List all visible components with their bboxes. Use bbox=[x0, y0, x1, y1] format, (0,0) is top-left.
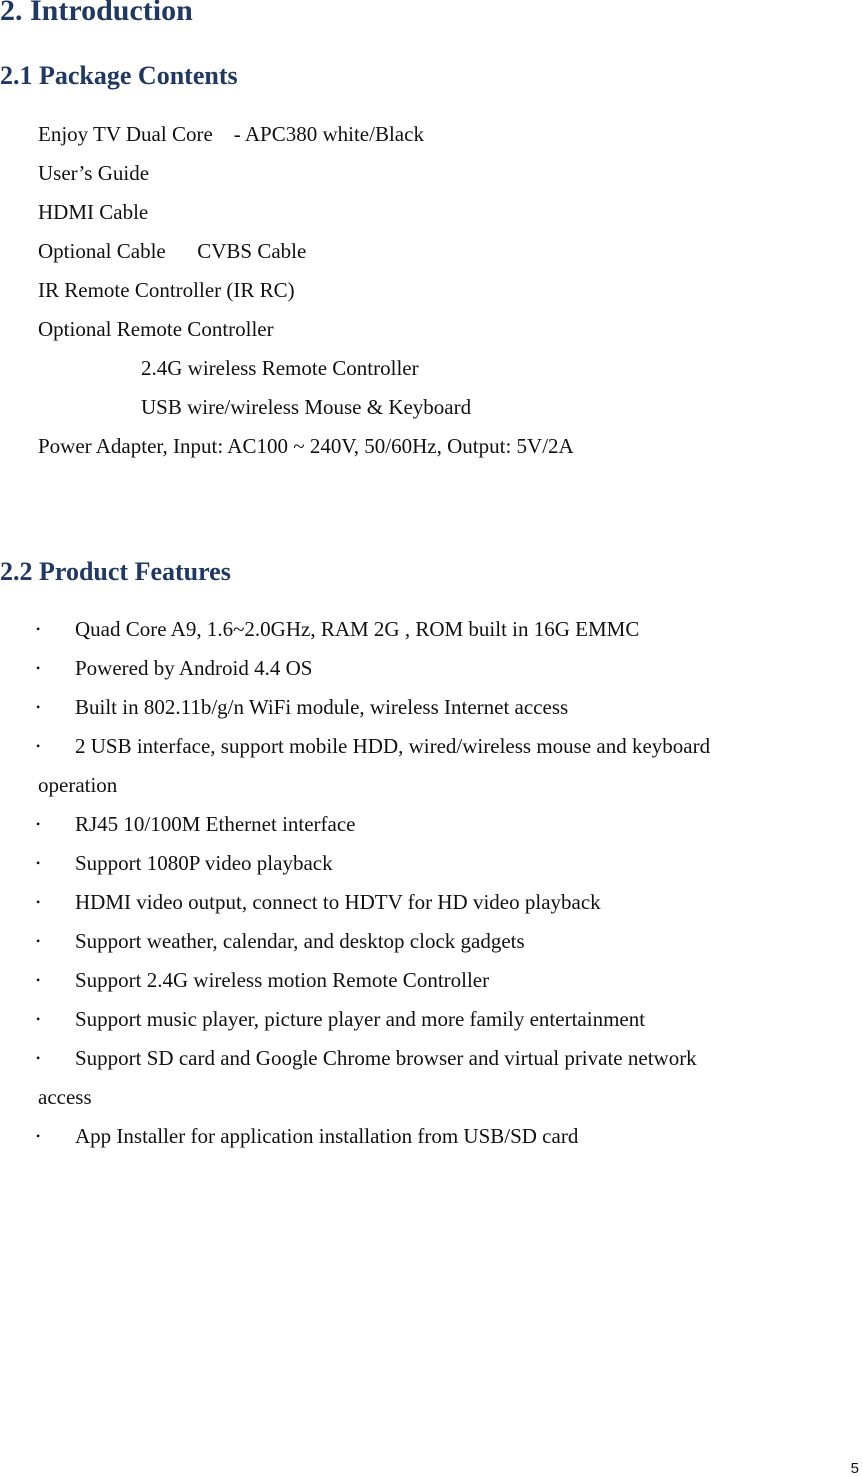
bullet-icon: • bbox=[36, 739, 41, 753]
feature-item: Support 1080P video playback bbox=[75, 851, 333, 875]
bullet-icon: • bbox=[36, 817, 41, 831]
bullet-icon: • bbox=[36, 700, 41, 714]
package-subitem: 2.4G wireless Remote Controller bbox=[141, 356, 419, 380]
package-subitem: USB wire/wireless Mouse & Keyboard bbox=[141, 395, 472, 419]
feature-item: Powered by Android 4.4 OS bbox=[75, 656, 313, 680]
page-number: 5 bbox=[850, 1460, 859, 1477]
feature-item-continuation: operation bbox=[38, 773, 118, 797]
feature-item: RJ45 10/100M Ethernet interface bbox=[75, 812, 356, 836]
feature-item: HDMI video output, connect to HDTV for HD video playback bbox=[75, 890, 601, 914]
feature-item: Support 2.4G wireless motion Remote Controller bbox=[75, 968, 490, 992]
section-heading: 2. Introduction bbox=[0, 0, 193, 27]
feature-item: 2 USB interface, support mobile HDD, wired/wireless mouse and keyboard bbox=[75, 734, 711, 758]
bullet-icon: • bbox=[36, 1129, 41, 1143]
bullet-icon: • bbox=[36, 661, 41, 675]
package-item: IR Remote Controller (IR RC) bbox=[38, 278, 295, 302]
package-item: User’s Guide bbox=[38, 161, 150, 185]
bullet-icon: • bbox=[36, 934, 41, 948]
bullet-icon: • bbox=[36, 895, 41, 909]
bullet-icon: • bbox=[36, 1012, 41, 1026]
product-features-heading: 2.2 Product Features bbox=[0, 557, 231, 586]
package-item: Optional Remote Controller bbox=[38, 317, 274, 341]
feature-item: Support weather, calendar, and desktop clock gadgets bbox=[75, 929, 525, 953]
bullet-icon: • bbox=[36, 622, 41, 636]
bullet-icon: • bbox=[36, 856, 41, 870]
bullet-icon: • bbox=[36, 973, 41, 987]
feature-item-continuation: access bbox=[38, 1085, 92, 1109]
package-item: Optional Cable CVBS Cable bbox=[38, 239, 307, 263]
package-contents-heading: 2.1 Package Contents bbox=[0, 61, 238, 90]
feature-item: App Installer for application installation from USB/SD card bbox=[75, 1124, 579, 1148]
package-item: Enjoy TV Dual Core - APC380 white/Black bbox=[38, 122, 424, 146]
feature-item: Built in 802.11b/g/n WiFi module, wireless Internet access bbox=[75, 695, 569, 719]
feature-item: Support music player, picture player and more family entertainment bbox=[75, 1007, 646, 1031]
package-item: HDMI Cable bbox=[38, 200, 149, 224]
bullet-icon: • bbox=[36, 1051, 41, 1065]
feature-item: Quad Core A9, 1.6~2.0GHz, RAM 2G , ROM built in 16G EMMC bbox=[75, 617, 640, 641]
package-item: Power Adapter, Input: AC100 ~ 240V, 50/60Hz, Output: 5V/2A bbox=[38, 434, 574, 458]
feature-item: Support SD card and Google Chrome browser and virtual private network bbox=[75, 1046, 697, 1070]
